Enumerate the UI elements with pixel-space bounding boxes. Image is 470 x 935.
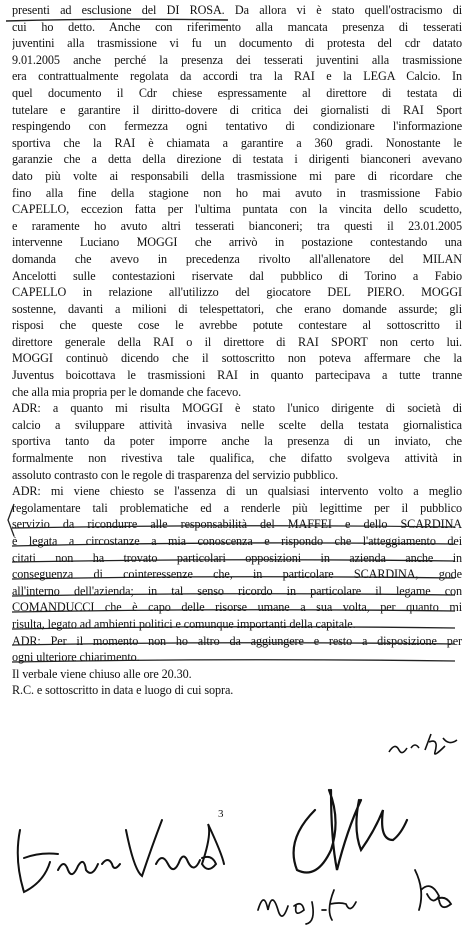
text-line: garanzie che a detta della direzione di testata i dirigenti bianconeri avevano [12, 152, 462, 167]
text-line: juventini alla trasmissione vi fu un documento di protesta del cdr datato [12, 36, 462, 51]
signature-initials-bottom [250, 880, 360, 930]
text-line: assoluto contrasto con le regole di trasparenza del servizio pubblico. [12, 467, 339, 482]
text-line: ogni ulteriore chiarimento. [12, 650, 140, 665]
signature-initials-top-right [385, 728, 465, 768]
text-line: risposi che queste cose le avrebbe potute contestare al sottoscritto il [12, 318, 462, 333]
text-line: cui ho detto. Anche con riferimento alla mancata presenza di tesserati [12, 19, 462, 34]
text-line: CAPELLO, eccezion fatta per l'ultima puntata con la vincita dello scudetto, [12, 202, 462, 217]
text-line: domanda che avevo in precedenza rivolto all'allenatore del MILAN [12, 251, 462, 266]
text-line: conseguenza di cointeressenze che, in particolare SCARDINA, gode [12, 567, 462, 582]
text-line: citati non ha trovato particolari opposizioni in azienda anche in [12, 550, 462, 565]
text-line: 9.01.2005 anche perché la presenza dei tesserati juventini alla trasmissione [12, 52, 462, 67]
text-line: MOGGI continuò dicendo che il sottoscritto non poteva affermare che la [12, 351, 462, 366]
text-line: R.C. e sottoscritto in data e luogo di cui sopra. [12, 683, 234, 698]
text-line: quel documento il Cdr chiese espressamente al direttore di testata di [12, 85, 462, 100]
text-line: tutelare e garantire il diritto-dovere di critica dei giornalisti di RAI Sport [12, 102, 462, 117]
text-line: intervenne Luciano MOGGI che arrivò in postazione contestando una [12, 235, 462, 250]
signature-left [6, 800, 246, 910]
text-line: CAPELLO in relazione all'utilizzo del giocatore DEL PIERO. MOGGI [12, 285, 462, 300]
text-line: sportiva tanto da poter imporre anche la presenza di un inviato, che [12, 434, 462, 449]
text-line: Il verbale viene chiuso alle ore 20.30. [12, 666, 192, 681]
text-line: servizio da ricondurre alle responsabilità del MAFFEI e dello SCARDINA [12, 517, 462, 532]
text-line: e raramente ho avuto altri tesserati bianconeri; tra questi il 23.01.2005 [12, 218, 462, 233]
text-line: era contrattualmente regolata da accordi tra la RAI e la LEGA Calcio. In [12, 69, 462, 84]
text-line: calcio a sviluppare attività invasiva nelle scelte della testata giornalistica [12, 417, 462, 432]
text-line: regolamentare tali problematiche ed a renderle più legittime per il pubblico [12, 500, 462, 515]
text-line: sportiva che la RAI è chiamata a garantire a 360 gradi. Nonostante le [12, 135, 462, 150]
text-line: ADR: Per il momento non ho altro da aggiungere e resto a disposizione per [12, 633, 462, 648]
text-line: formalmente non rivestiva tale qualifica, che difatto svolgeva attività in [12, 451, 462, 466]
text-line: che alla mia propria per le domande che facevo. [12, 384, 242, 399]
text-line: all'interno dell'azienda; in tal senso ricordo in particolare il legame con [12, 583, 462, 598]
text-line: fino alla fine della stagione non ho mai avuto in trasmissione Fabio [12, 185, 462, 200]
text-line: ADR: a quanto mi risulta MOGGI è stato l'unico dirigente di società di [12, 401, 462, 416]
text-line: Ancelotti sulle contestazioni riservate dal pubblico di Torino a Fabio [12, 268, 462, 283]
text-line: sostenne, davanti a milioni di telespettatori, che erano domande assurde; gli [12, 301, 462, 316]
text-line: COMANDUCCI che è capo delle risorse umane a sua volta, per quanto mi [12, 600, 462, 615]
text-line: Juventus boicottava le trasmissioni RAI in quanto partecipava a tutte tranne [12, 368, 462, 383]
page-number: 3 [218, 808, 224, 820]
text-line: dato più volte ai responsabili della trasmissione mi pare di ricordare che [12, 168, 462, 183]
text-line: presenti ad esclusione del DI ROSA. Da allora vi è stato quell'ostracismo di [12, 3, 462, 17]
text-line: respingendo con fermezza ogni tentativo di condizionare l'informazione [12, 119, 462, 134]
text-line: è legata a circostanze a mia conoscenza e rispondo che l'atteggiamento dei [12, 534, 462, 548]
deposition-text [12, 2, 462, 699]
signature-right-initials [405, 860, 465, 920]
text-line: direttore generale della RAI o il direttore di RAI SPORT non certo lui. [12, 334, 462, 349]
signature-center [275, 770, 425, 890]
text-line: ADR: mi viene chiesto se l'assenza di un qualsiasi intervento volto a meglio [12, 484, 462, 499]
text-line: risulta, legato ad ambienti politici e comunque importanti della capitale. [12, 616, 356, 631]
